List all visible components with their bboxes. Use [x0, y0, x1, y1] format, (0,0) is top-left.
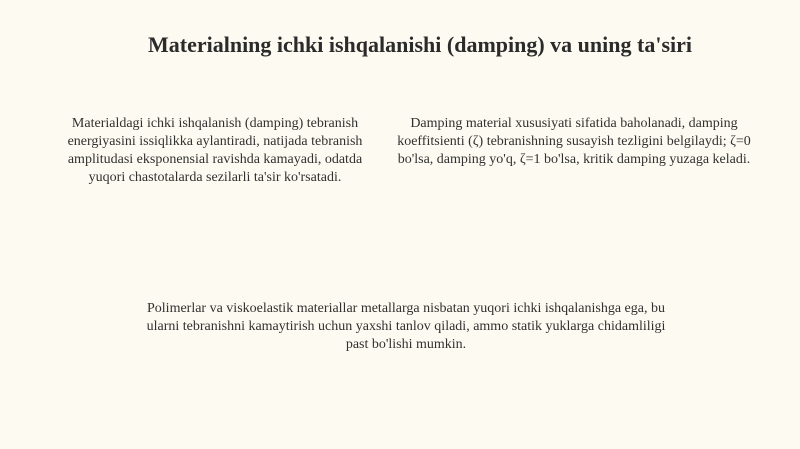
- paragraph-viscoelastic-materials: Polimerlar va viskoelastik materiallar metallarga nisbatan yuqori ichki ishqalanishga ega, bu ularni tebranishni kamaytirish uchun yaxshi tanlov qiladi, ammo statik yuklarga chidamliligi past bo'lishi mumkin.: [146, 301, 666, 352]
- paragraph-damping-energy: Materialdagi ichki ishqalanish (damping) tebranish energiyasini issiqlikka aylantiradi, natijada tebranish amplitudasi eksponensial ravishda kamayadi, odatda yuqori chastotalarda sezilarli ta'sir ko'rsatadi.: [67, 116, 363, 185]
- slide-title: Materialning ichki ishqalanishi (damping) va uning ta'siri: [147, 32, 692, 57]
- paragraph-damping-coefficient: Damping material xususiyati sifatida baholanadi, damping koeffitsienti (ζ) tebranishning susayish tezligini belgilaydi; ζ=0 bo'lsa, damping yo'q, ζ=1 bo'lsa, kritik damping yuzaga keladi.: [397, 116, 751, 167]
